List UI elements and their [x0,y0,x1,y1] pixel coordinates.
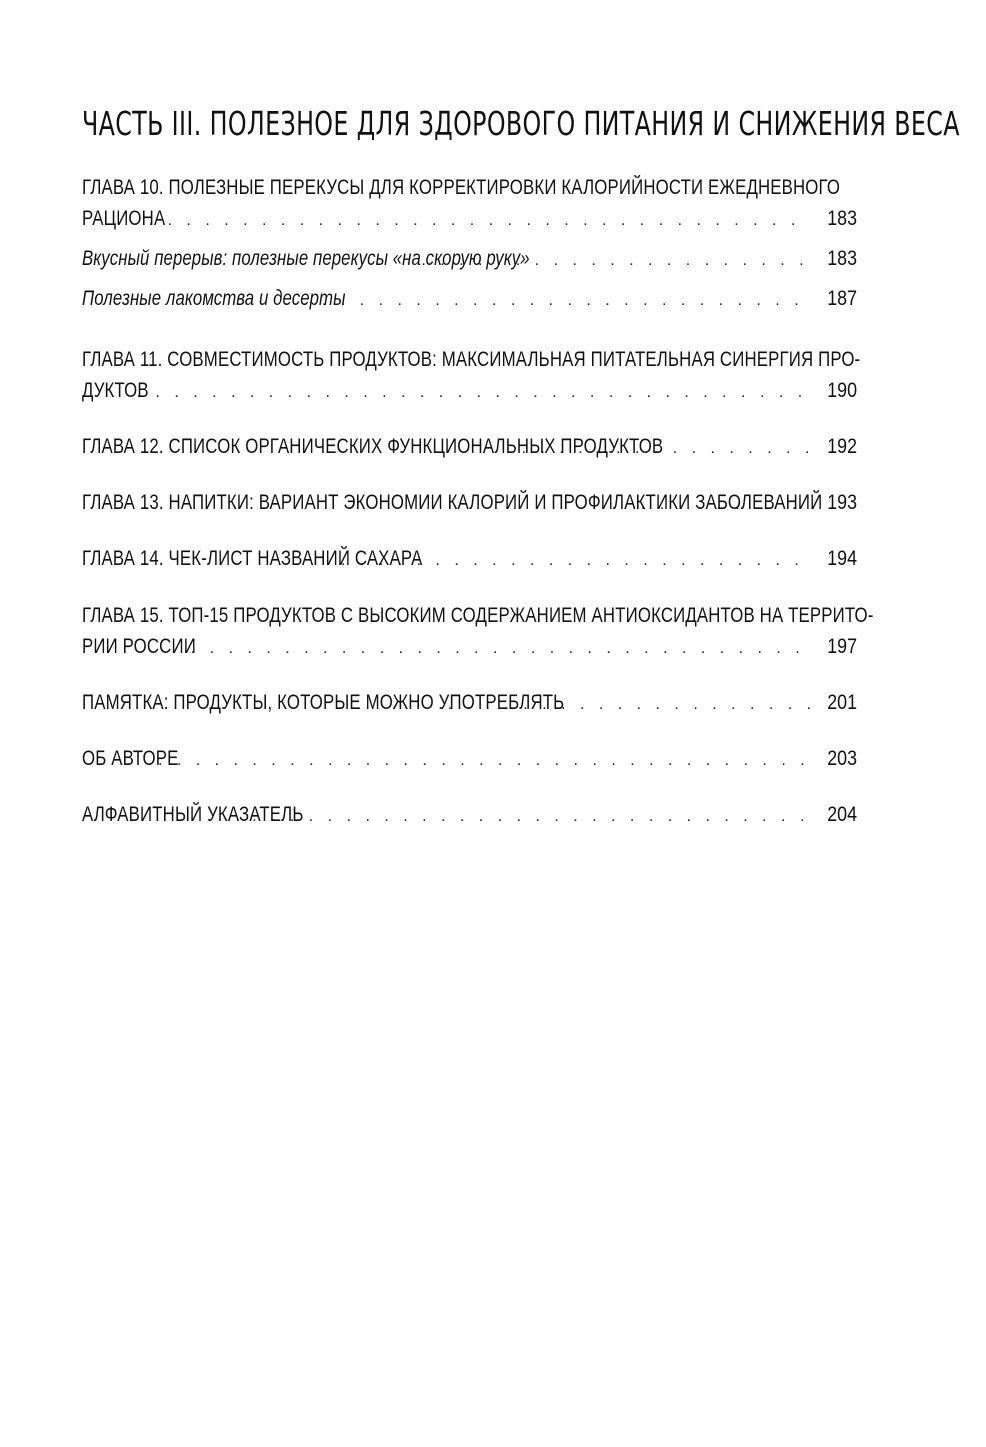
page-number: 193 [827,491,858,514]
toc-entry-title: ОБ АВТОРЕ [82,747,179,770]
table-of-contents [82,172,874,830]
toc-entry-title: ПАМЯТКА: ПРОДУКТЫ, КОТОРЫЕ МОЖНО УПОТРЕБЛЯТЬ [82,691,565,714]
page-number: 183 [827,207,858,230]
toc-entry-title-line2: РИИ РОССИИ [82,635,196,658]
toc-entry-chapter-11[interactable] [82,344,861,406]
toc-entry-chapter-10[interactable] [82,172,856,234]
toc-entry-desserts[interactable] [82,284,856,314]
toc-entry-chapter-15[interactable] [82,600,874,662]
toc-entry-memo[interactable] [82,688,856,718]
toc-entry-title-line2: РАЦИОНА [82,207,166,230]
leader-dots [172,634,810,664]
toc-entry-chapter-12[interactable] [82,432,856,462]
toc-entry-title-line1: ГЛАВА 15. ТОП-15 ПРОДУКТОВ С ВЫСОКИМ СОДЕРЖАНИЕМ АНТИОКСИДАНТОВ НА ТЕРРИТО- [82,604,874,627]
page-number: 183 [827,247,858,270]
part-title: ЧАСТЬ III. ПОЛЕЗНОЕ ДЛЯ ЗДОРОВОГО ПИТАНИЯ И СНИЖЕНИЯ ВЕСА [82,104,960,143]
page-number: 190 [827,379,858,402]
page-number: 187 [827,287,858,310]
toc-entry-title-line1: ГЛАВА 10. ПОЛЕЗНЫЕ ПЕРЕКУСЫ ДЛЯ КОРРЕКТИРОВКИ КАЛОРИЙНОСТИ ЕЖЕДНЕВНОГО [82,176,841,199]
toc-entry-title: Полезные лакомства и десерты [82,287,346,310]
toc-entry-title: ГЛАВА 12. СПИСОК ОРГАНИЧЕСКИХ ФУНКЦИОНАЛЬНЫХ ПРОДУКТОВ [82,435,664,458]
leader-dots [284,286,810,316]
toc-entry-chapter-13[interactable] [82,488,856,518]
leader-dots [137,378,810,408]
toc-entry-quick-snacks[interactable] [82,244,856,274]
page-number: 204 [827,803,858,826]
toc-entry-title: ГЛАВА 14. ЧЕК-ЛИСТ НАЗВАНИЙ САХАРА [82,547,423,570]
page-number: 197 [827,635,858,658]
leader-dots [158,746,810,776]
toc-entry-title: Вкусный перерыв: полезные перекусы «на скорую руку» [82,247,530,270]
toc-entry-index[interactable] [82,800,856,830]
leader-dots [149,206,810,236]
page-number: 201 [827,691,858,714]
toc-entry-title: ГЛАВА 13. НАПИТКИ: ВАРИАНТ ЭКОНОМИИ КАЛОРИЙ И ПРОФИЛАКТИКИ ЗАБОЛЕВАНИЙ [82,491,823,514]
toc-entry-chapter-14[interactable] [82,544,856,574]
toc-entry-about-author[interactable] [82,744,856,774]
page-number: 192 [827,435,858,458]
page-number: 203 [827,747,858,770]
page-number: 194 [827,547,858,570]
toc-entry-title-line1: ГЛАВА 11. СОВМЕСТИМОСТЬ ПРОДУКТОВ: МАКСИМАЛЬНАЯ ПИТАТЕЛЬНАЯ СИНЕРГИЯ ПРО- [82,348,861,371]
leader-dots [252,802,810,832]
toc-entry-title: АЛФАВИТНЫЙ УКАЗАТЕЛЬ [82,803,304,826]
toc-entry-title-line2: ДУКТОВ [82,379,149,402]
